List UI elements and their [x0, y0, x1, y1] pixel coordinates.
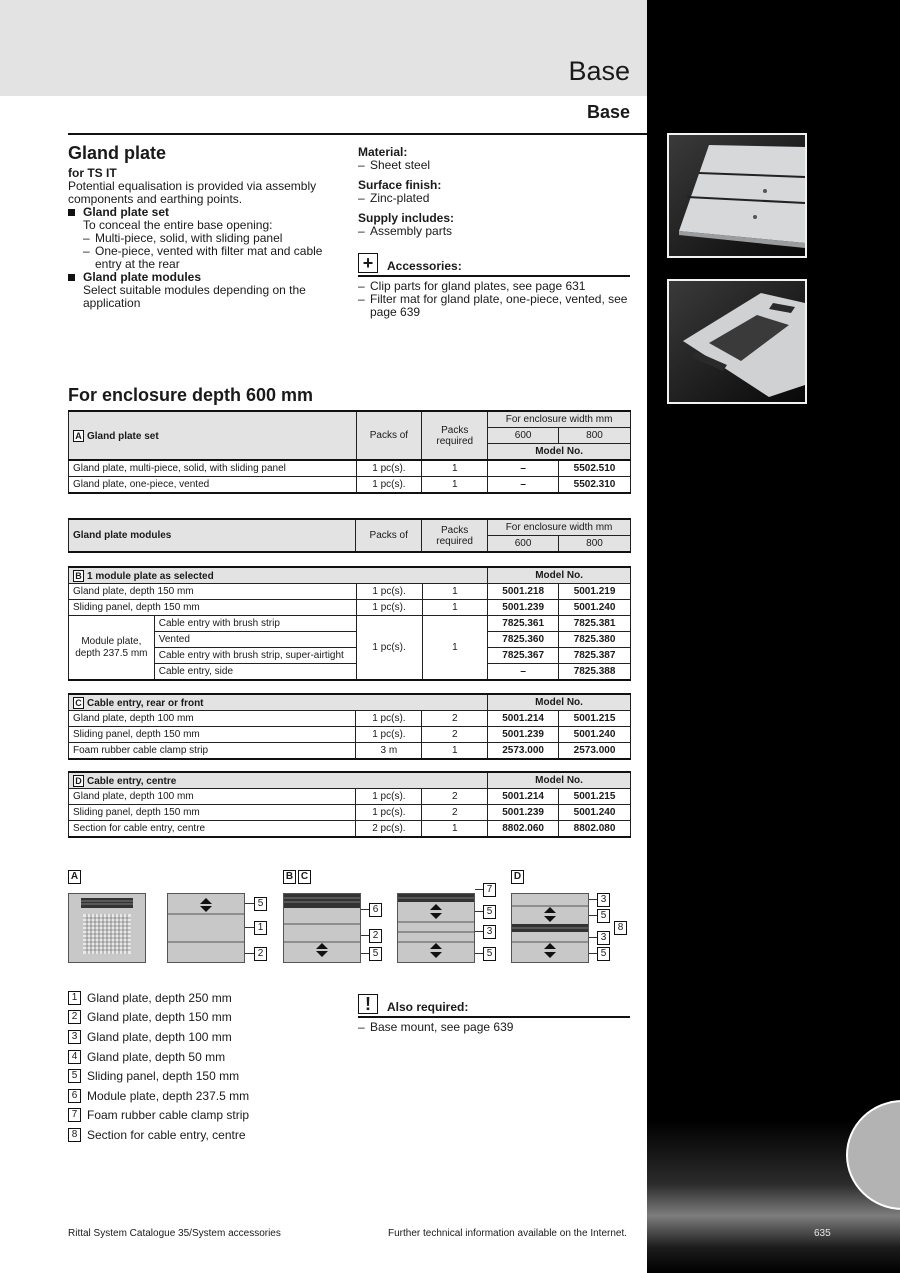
page-number: 635	[814, 1228, 831, 1239]
module-b-table	[68, 566, 631, 681]
diagram-label-b: B	[283, 870, 296, 884]
also-required-title: Also required:	[387, 1000, 469, 1014]
product-photo-vented	[667, 279, 807, 404]
material-value: Sheet steel	[370, 158, 431, 172]
table-row	[69, 711, 631, 727]
accessory-item: Clip parts for gland plates, see page 631	[370, 279, 586, 293]
bullet-text: To conceal the entire base opening:	[83, 218, 273, 232]
product-photo-solid	[667, 133, 807, 258]
legend-number: 4	[68, 1050, 81, 1064]
row-packs: 1 pc(s).	[356, 584, 422, 600]
callout-badge: 7	[483, 883, 496, 897]
modules-header-table	[68, 518, 631, 553]
row-desc: Vented	[154, 632, 356, 648]
module-b-title: 1 module plate as selected	[87, 570, 214, 582]
legend-text: Foam rubber cable clamp strip	[87, 1108, 250, 1123]
callout-badge: 2	[254, 947, 267, 961]
section-divider	[68, 133, 647, 135]
diagram-label-a: A	[68, 870, 81, 884]
legend-number: 2	[68, 1010, 81, 1024]
row-packs: 1 pc(s).	[356, 460, 422, 477]
also-required-block: ! Also required: – Base mount, see page 639	[358, 994, 630, 1034]
legend-number: 7	[68, 1108, 81, 1122]
row-model-800: 8802.080	[559, 821, 631, 838]
row-req: 1	[422, 821, 488, 838]
letter-b-badge: B	[73, 570, 84, 582]
row-model-600: 5001.214	[488, 711, 559, 727]
row-model-600: –	[488, 477, 559, 494]
legend-text: Gland plate, depth 150 mm	[87, 1010, 232, 1025]
table-row	[69, 821, 631, 838]
row-model-600: 7825.360	[488, 632, 559, 648]
product-title: Gland plate	[68, 143, 167, 163]
row-model-800: 5502.310	[559, 477, 631, 494]
module-c-header	[69, 694, 488, 711]
list-item	[68, 1047, 328, 1067]
table-row	[69, 460, 631, 477]
callout-badge: 5	[597, 947, 610, 961]
top-header-band	[0, 0, 647, 96]
row-req: 2	[422, 805, 488, 821]
row-model-600: 8802.060	[488, 821, 559, 838]
legend-number: 5	[68, 1069, 81, 1083]
callout-badge: 5	[369, 947, 382, 961]
row-packs: 2 pc(s).	[356, 821, 422, 838]
row-model-800: 7825.387	[559, 648, 631, 664]
row-model-800: 5001.240	[559, 600, 631, 616]
packs-of-header: Packs of	[356, 519, 422, 552]
legend-text: Gland plate, depth 50 mm	[87, 1049, 226, 1064]
diagram-label-d: D	[511, 870, 524, 884]
row-desc: Gland plate, depth 100 mm	[69, 711, 356, 727]
callout-badge: 3	[483, 925, 496, 939]
gland-set-header	[69, 411, 357, 460]
row-desc: Gland plate, one-piece, vented	[69, 477, 357, 494]
product-description: Potential equalisation is provided via assembly components and earthing points.	[68, 179, 317, 206]
row-desc: Sliding panel, depth 150 mm	[69, 600, 357, 616]
also-required-item: Base mount, see page 639	[370, 1020, 514, 1034]
callout-badge: 5	[483, 947, 496, 961]
product-subtitle: for TS IT	[68, 166, 117, 180]
row-model-600: 5001.239	[488, 600, 559, 616]
row-packs: 1 pc(s).	[356, 727, 422, 743]
accessory-item: Filter mat for gland plate, one-piece, vented, see page 639	[370, 292, 628, 319]
modules-title: Gland plate modules	[69, 519, 356, 552]
legend-number: 3	[68, 1030, 81, 1044]
row-model-800: 5001.215	[559, 711, 631, 727]
table-row	[69, 477, 631, 494]
row-model-800: 5001.240	[559, 727, 631, 743]
bullet-dash-item: One-piece, vented with filter mat and cable entry at the rear	[95, 244, 323, 271]
row-model-600: 7825.367	[488, 648, 559, 664]
row-req: 1	[422, 584, 488, 600]
diagram-a-solid-plate	[167, 893, 245, 963]
model-no-header: Model No.	[488, 772, 631, 789]
list-item	[68, 1106, 328, 1126]
row-model-800: 2573.000	[559, 743, 631, 760]
legend-text: Module plate, depth 237.5 mm	[87, 1088, 250, 1103]
letter-c-badge: C	[73, 697, 84, 709]
depth-heading: For enclosure depth 600 mm	[68, 385, 314, 405]
legend-text: Gland plate, depth 250 mm	[87, 990, 232, 1005]
row-model-800: 5502.510	[559, 460, 631, 477]
list-item	[68, 988, 328, 1008]
module-c-title: Cable entry, rear or front	[87, 697, 204, 709]
legend-text: Section for cable entry, centre	[87, 1127, 246, 1142]
row-req: 1	[422, 743, 488, 760]
list-item	[68, 1027, 328, 1047]
bullet-square-icon	[68, 209, 75, 216]
diagram-label-c: C	[298, 870, 311, 884]
intro-block	[68, 143, 328, 310]
diagram-b-plate	[283, 893, 361, 963]
width-600-header: 600	[488, 428, 559, 444]
row-model-600: 2573.000	[488, 743, 559, 760]
material-label: Material:	[358, 145, 408, 159]
callout-badge: 3	[597, 931, 610, 945]
width-800-header: 800	[559, 536, 631, 553]
legend-text: Sliding panel, depth 150 mm	[87, 1069, 240, 1084]
legend-list	[68, 988, 328, 1145]
callout-badge: 5	[597, 909, 610, 923]
legend-text: Gland plate, depth 100 mm	[87, 1029, 232, 1044]
table-row	[69, 789, 631, 805]
row-req: 1	[422, 460, 488, 477]
gland-set-table	[68, 410, 631, 494]
row-packs: 1 pc(s).	[356, 789, 422, 805]
row-req: 2	[422, 789, 488, 805]
bullet-square-icon	[68, 274, 75, 281]
exclamation-icon: !	[358, 994, 378, 1014]
supply-value: Assembly parts	[370, 224, 453, 238]
bullet-text: Select suitable modules depending on the application	[83, 283, 306, 310]
model-no-header: Model No.	[488, 694, 631, 711]
callout-badge: 8	[614, 921, 627, 935]
row-desc: Cable entry with brush strip	[154, 616, 356, 632]
row-req: 2	[422, 711, 488, 727]
row-req: 1	[422, 600, 488, 616]
row-desc: Sliding panel, depth 150 mm	[69, 727, 356, 743]
footer-left: Rittal System Catalogue 35/System accessories	[68, 1228, 281, 1239]
callout-badge: 2	[369, 929, 382, 943]
list-item	[68, 1066, 328, 1086]
table-row	[69, 727, 631, 743]
row-model-800: 7825.388	[559, 664, 631, 681]
width-header: For enclosure width mm	[488, 411, 631, 428]
accessories-title: Accessories:	[387, 259, 462, 273]
legend-number: 8	[68, 1128, 81, 1142]
finish-label: Surface finish:	[358, 178, 442, 192]
width-header: For enclosure width mm	[488, 519, 631, 536]
table-row	[69, 600, 631, 616]
module-d-table	[68, 771, 631, 838]
callout-badge: 5	[254, 897, 267, 911]
row-model-600: 5001.218	[488, 584, 559, 600]
row-model-600: 5001.239	[488, 727, 559, 743]
footer-center: Further technical information available on the Internet.	[388, 1228, 628, 1239]
table-row	[69, 743, 631, 760]
bullet-item: Gland plate set To conceal the entire base opening: – Multi-piece, solid, with sliding panel – One-piece, vented with filter mat and cable entry at the rear	[68, 206, 328, 271]
bullet-title: Gland plate modules	[83, 270, 202, 284]
supply-label: Supply includes:	[358, 211, 455, 225]
legend-number: 6	[68, 1089, 81, 1103]
row-model-800: 5001.215	[559, 789, 631, 805]
accessories-block: + Accessories: – Clip parts for gland plates, see page 631 – Filter mat for gland plate, one-piece, vented, see page 639	[358, 253, 630, 319]
bullet-title: Gland plate set	[83, 205, 170, 219]
module-b-header	[69, 567, 488, 584]
table-row	[69, 584, 631, 600]
module-plate-group-label: Module plate, depth 237.5 mm	[69, 616, 155, 681]
row-packs: 1 pc(s).	[356, 477, 422, 494]
row-desc: Sliding panel, depth 150 mm	[69, 805, 356, 821]
letter-a-badge: A	[73, 430, 84, 442]
table-row	[69, 616, 631, 632]
list-item	[68, 1086, 328, 1106]
callout-badge: 1	[254, 921, 267, 935]
callout-badge: 5	[483, 905, 496, 919]
row-packs: 1 pc(s).	[356, 805, 422, 821]
width-800-header: 800	[559, 428, 631, 444]
accessories-rule	[358, 275, 630, 277]
legend-number: 1	[68, 991, 81, 1005]
row-model-800: 5001.240	[559, 805, 631, 821]
bullet-dash-item: Multi-piece, solid, with sliding panel	[95, 231, 283, 245]
module-d-title: Cable entry, centre	[87, 775, 177, 787]
row-req: 1	[422, 477, 488, 494]
row-model-800: 5001.219	[559, 584, 631, 600]
row-packs: 1 pc(s).	[356, 600, 422, 616]
row-model-600: 5001.214	[488, 789, 559, 805]
row-packs: 1 pc(s).	[356, 616, 422, 681]
row-model-600: –	[488, 664, 559, 681]
also-required-rule	[358, 1016, 630, 1018]
chapter-title: Base	[568, 56, 630, 86]
diagram-d-plate	[511, 893, 589, 963]
finish-value: Zinc-plated	[370, 191, 430, 205]
row-desc: Gland plate, multi-piece, solid, with sliding panel	[69, 460, 357, 477]
row-req: 1	[422, 616, 488, 681]
row-packs: 1 pc(s).	[356, 711, 422, 727]
row-desc: Gland plate, depth 100 mm	[69, 789, 356, 805]
row-packs: 3 m	[356, 743, 422, 760]
packs-required-header: Packs required	[422, 411, 488, 460]
plus-icon: +	[358, 253, 378, 273]
row-req: 2	[422, 727, 488, 743]
row-desc: Foam rubber cable clamp strip	[69, 743, 356, 760]
row-model-800: 7825.381	[559, 616, 631, 632]
row-model-800: 7825.380	[559, 632, 631, 648]
gland-set-title: Gland plate set	[87, 430, 159, 442]
packs-required-header: Packs required	[422, 519, 488, 552]
model-no-header: Model No.	[488, 444, 631, 461]
diagram-c-plate	[397, 893, 475, 963]
diagram-a-vented-plate	[68, 893, 146, 963]
row-model-600: 7825.361	[488, 616, 559, 632]
packs-of-header: Packs of	[356, 411, 422, 460]
callout-badge: 3	[597, 893, 610, 907]
row-desc: Section for cable entry, centre	[69, 821, 356, 838]
width-600-header: 600	[488, 536, 559, 553]
row-desc: Cable entry, side	[154, 664, 356, 681]
model-no-header: Model No.	[488, 567, 631, 584]
row-desc: Cable entry with brush strip, super-airtight	[154, 648, 356, 664]
module-c-table	[68, 693, 631, 760]
row-model-600: –	[488, 460, 559, 477]
module-d-header	[69, 772, 488, 789]
row-desc: Gland plate, depth 150 mm	[69, 584, 357, 600]
callout-badge: 6	[369, 903, 382, 917]
letter-d-badge: D	[73, 775, 84, 787]
bullet-item	[68, 271, 328, 310]
specs-block: Material: – Sheet steel Surface finish: – Zinc-plated Supply includes: – Assembly parts	[358, 146, 630, 238]
list-item	[68, 1008, 328, 1028]
row-model-600: 5001.239	[488, 805, 559, 821]
table-row	[69, 805, 631, 821]
section-title: Base	[586, 102, 630, 122]
list-item	[68, 1125, 328, 1145]
